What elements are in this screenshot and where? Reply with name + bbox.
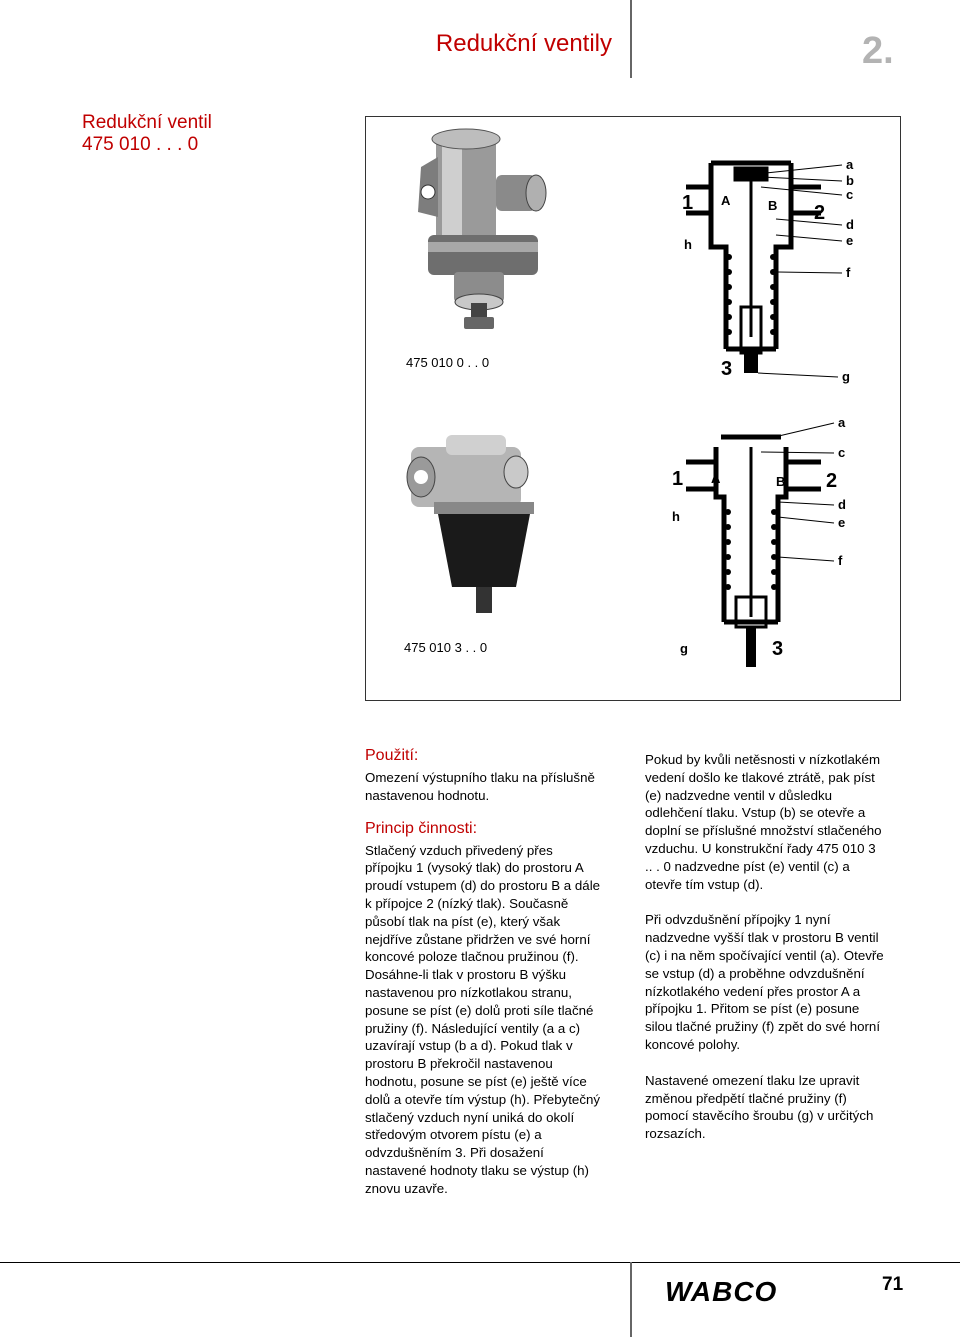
svg-text:a: a — [838, 415, 846, 430]
svg-text:A: A — [711, 471, 721, 486]
svg-text:d: d — [838, 497, 846, 512]
svg-text:f: f — [846, 265, 851, 280]
valve-section-top — [686, 163, 821, 353]
svg-text:h: h — [684, 237, 692, 252]
footer-rule — [0, 1262, 960, 1263]
right-paragraph-3: Nastavené omezení tlaku lze upravit změnou předpětí tlačné pružiny (f) pomocí stavěcího šroubu (g) v určitých rozsazích. — [645, 1072, 874, 1142]
svg-text:1: 1 — [682, 192, 694, 214]
figure-frame — [365, 116, 901, 701]
svg-text:a: a — [846, 157, 854, 172]
svg-text:g: g — [680, 641, 688, 656]
caption-top: 475 010 0 . . 0 — [406, 355, 490, 370]
valve-photo-bottom — [407, 435, 534, 613]
right-column — [645, 751, 915, 1143]
svg-text:WABCO: WABCO — [665, 1276, 778, 1306]
page-number: 71 — [882, 1274, 904, 1295]
svg-text:2: 2 — [826, 470, 838, 492]
header-divider — [630, 0, 632, 78]
adjusting-screw-bottom — [746, 627, 756, 667]
figure-drawings — [366, 117, 902, 702]
svg-text:A: A — [721, 193, 731, 208]
section-title-line2: 475 010 . . . 0 — [82, 134, 199, 155]
usage-paragraph: Omezení výstupního tlaku na příslušně nastavenou hodnotu. — [365, 770, 595, 803]
heading-principle: Princip činnosti: — [365, 819, 478, 837]
svg-text:e: e — [838, 515, 846, 530]
svg-text:h: h — [672, 509, 680, 524]
svg-text:f: f — [838, 553, 843, 568]
left-column — [365, 747, 627, 1198]
svg-text:1: 1 — [672, 468, 684, 490]
heading-usage: Použití: — [365, 747, 419, 764]
valve-photo-top — [418, 129, 546, 329]
svg-text:B: B — [776, 474, 786, 489]
chapter-number: 2. — [862, 30, 894, 72]
footer-divider — [630, 1262, 632, 1337]
svg-text:e: e — [846, 233, 854, 248]
svg-text:c: c — [838, 445, 846, 460]
svg-text:d: d — [846, 217, 854, 232]
page-header-title: Redukční ventily — [435, 30, 612, 57]
svg-text:c: c — [846, 187, 854, 202]
right-paragraph-1: Pokud by kvůli netěsnosti v nízkotlakém vedení došlo ke tlakové ztrátě, pak píst (e) nadzvedne ventil v důsledku odlehčení tlaku. Vstup (b) se otevře a doplní se příslušné množství stlačeného vzduchu. U konstrukční řady 475 010 3 .. . 0 nadzvedne píst (e) ventil (c) a otevře tím vstup (d). — [645, 752, 882, 892]
svg-text:3: 3 — [721, 358, 733, 380]
principle-paragraph: Stlačený vzduch přivedený přes přípojku 1 (vysoký tlak) do prostoru A proudí vstupem (d) do prostoru B a dále k přípojce 2 (nízký tlak). Současně působí tlak na píst (e), který však nejdříve zůstane přidržen ve své horní koncové poloze tlačnou pružinou (f). Dosáhne-li tlak v prostoru B výšku nastavenou pro nízkotlakou stranu, posune se píst (e) dolů proti síle tlačné pružiny (f). Následující ventily (a a c) uzavírají vstup (b a d). Pokud tlak v prostoru B překročil nastavenou hodnotu, posune se píst (e) ještě více dolů a otevře tím výstup (h). Přebytečný stlačený vzduch nyní uniká do okolí středovým otvorem pístu (e) a odvzdušněním 3. Při dosažení nastavené hodnoty tlaku se výstup (h) znovu uzavře. — [365, 842, 601, 1196]
svg-text:2: 2 — [814, 202, 826, 224]
section-title — [82, 112, 212, 156]
right-paragraph-2: Při odvzdušnění přípojky 1 nyní nadzvedne vyšší tlak v prostoru B ventil (c) i na něm spočívající ventil (a). Otevře se vstup (d) a proběhne odvzdušnění nízkotlakého vedení přes prostor A a přípojku 1. Přitom se píst (e) posune silou tlačné pružiny (f) zpět do své horní koncové polohy. — [645, 912, 884, 1052]
svg-text:g: g — [842, 369, 850, 384]
svg-text:B: B — [768, 198, 778, 213]
valve-section-bottom — [686, 437, 821, 627]
caption-bottom: 475 010 3 . . 0 — [404, 640, 488, 655]
svg-text:3: 3 — [772, 638, 784, 660]
wabco-logo — [665, 1276, 805, 1306]
svg-text:b: b — [846, 173, 854, 188]
adjusting-screw-top — [744, 353, 758, 373]
section-title-line1: Redukční ventil — [82, 112, 212, 133]
